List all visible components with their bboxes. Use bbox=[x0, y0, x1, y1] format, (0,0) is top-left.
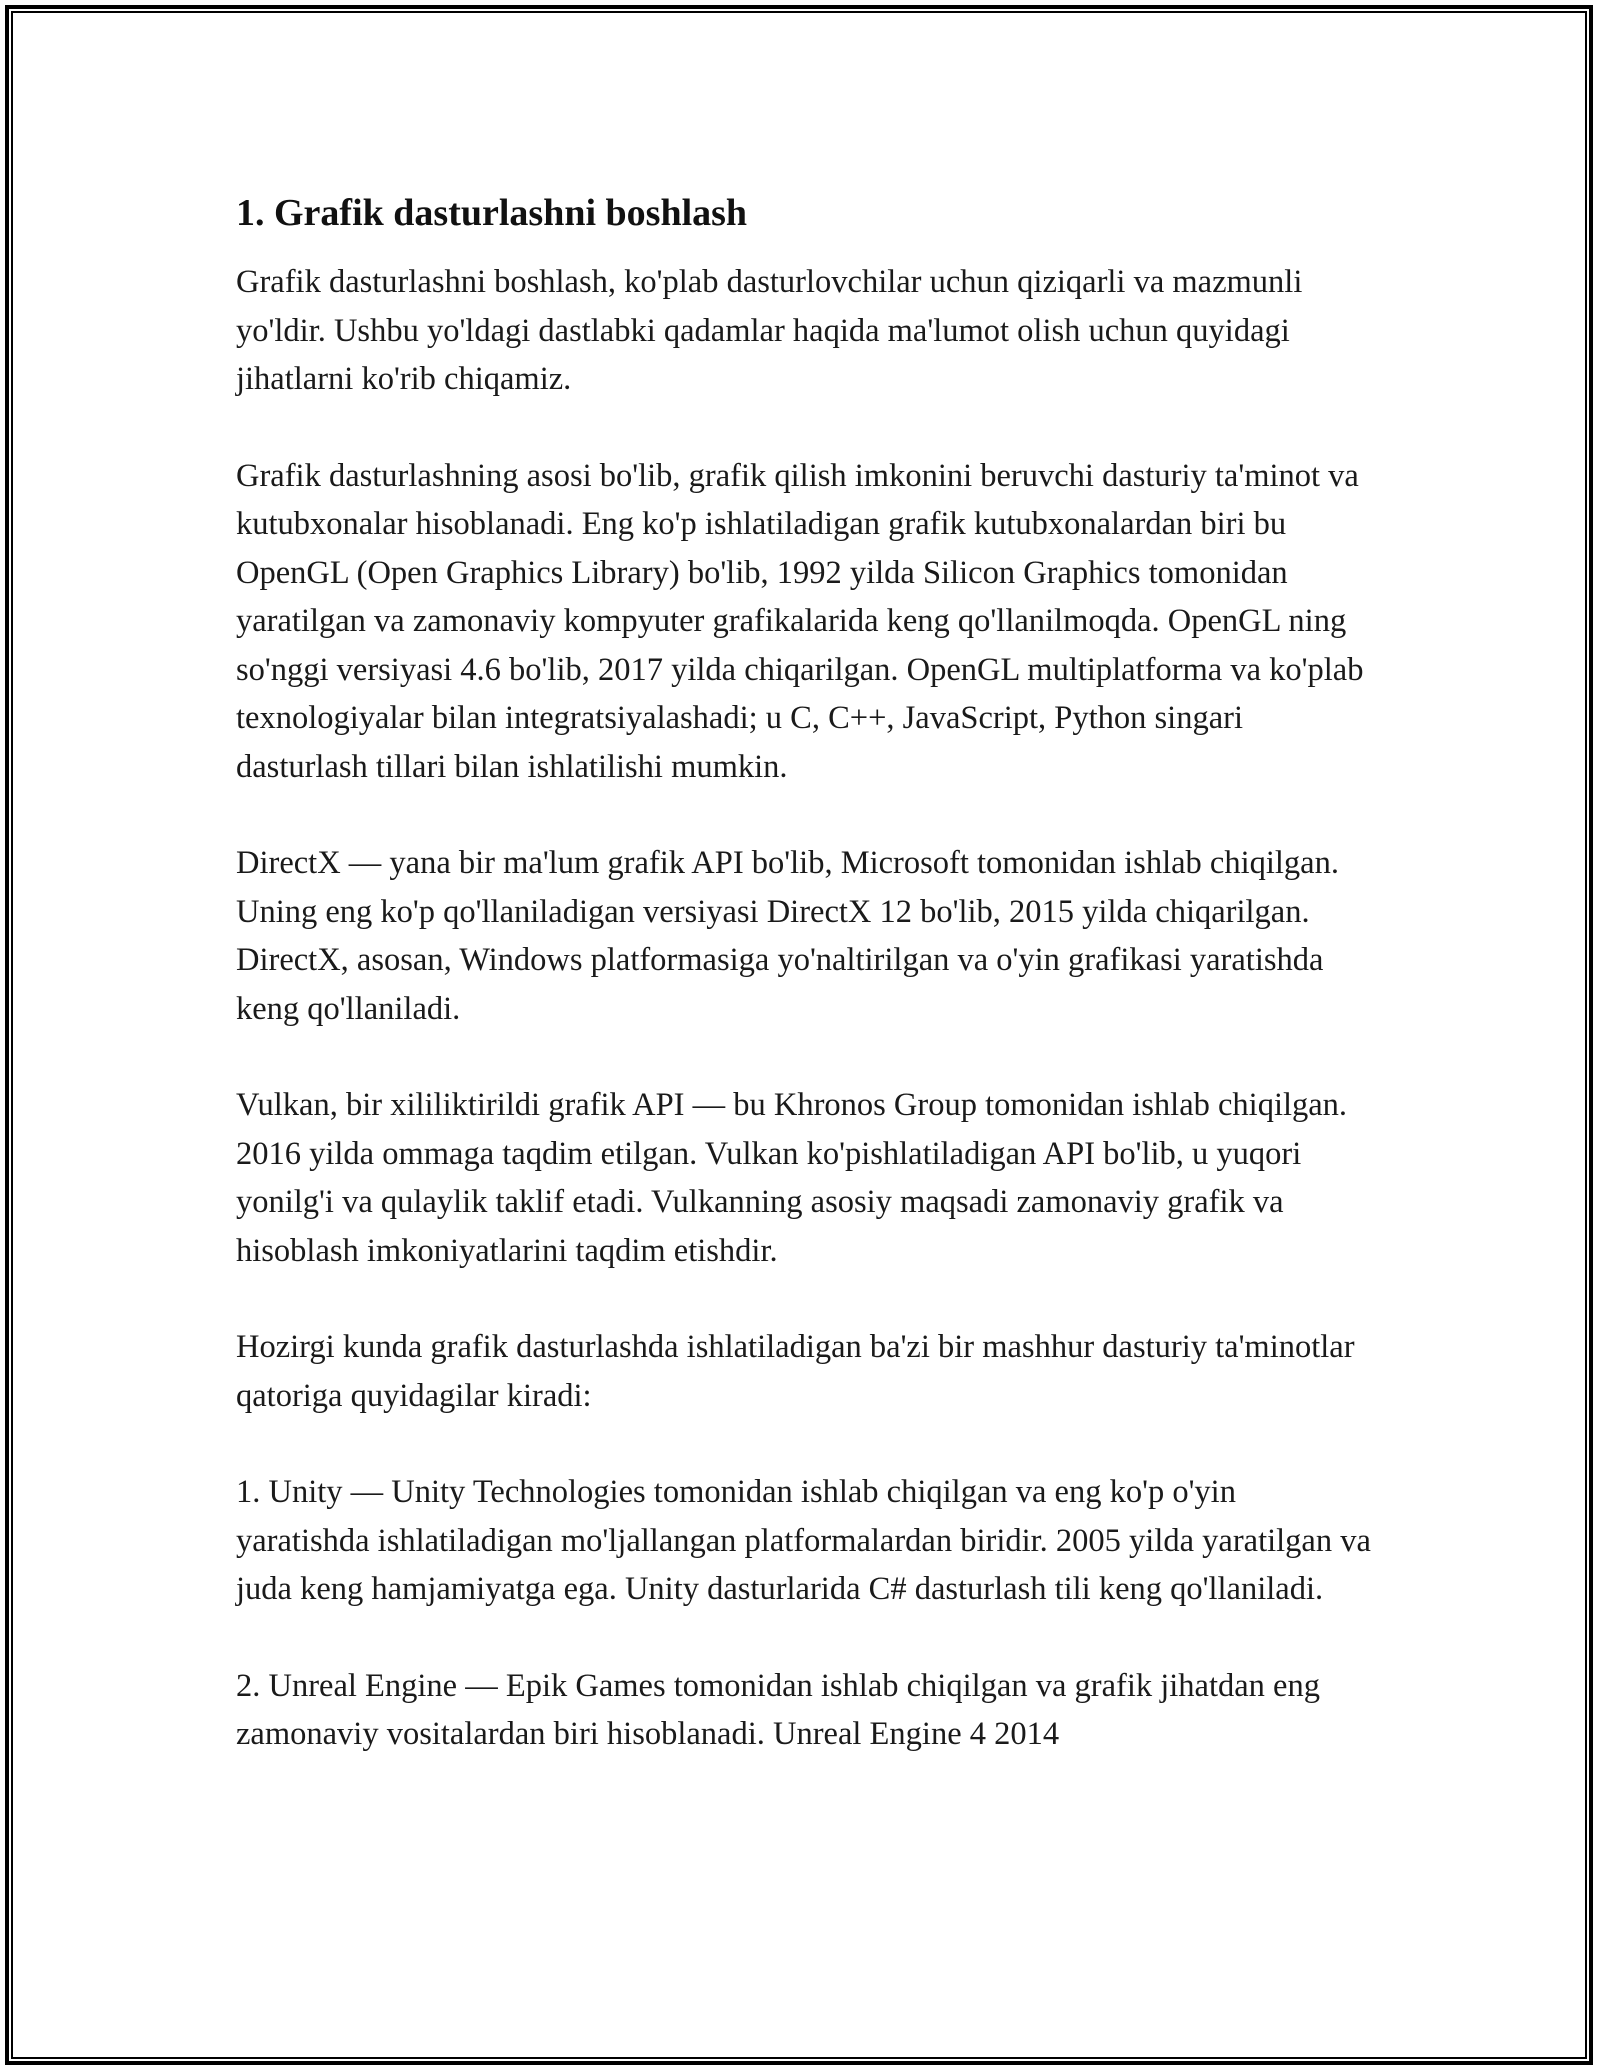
paragraph-vulkan: Vulkan, bir xililiktirildi grafik API — bu Khronos Group tomonidan ishlab chiqilgan. 2016 yilda ommaga taqdim etilgan. Vulkan ko'pishlatiladigan API bo'lib, u yuqori yonilg'i va qulaylik taklif etadi. Vulkanning asosiy maqsadi zamonaviy grafik va hisoblash imkoniyatlarini taqdim etishdir. bbox=[236, 1087, 1348, 1269]
section-heading: 1. Grafik dasturlashni boshlash bbox=[236, 192, 748, 234]
paragraph-intro: Grafik dasturlashni boshlash, ko'plab dasturlovchilar uchun qiziqarli va mazmunli yo'ldir. Ushbu yo'ldagi dastlabki qadamlar haqida ma'lumot olish uchun quyidagi jihatlarni ko'rib chiqamiz. bbox=[236, 264, 1303, 397]
paragraph-directx: DirectX — yana bir ma'lum grafik API bo'lib, Microsoft tomonidan ishlab chiqilgan. Uning eng ko'p qo'llaniladigan versiyasi DirectX 12 bo'lib, 2015 yilda chiqarilgan. DirectX, asosan, Windows platformasiga yo'naltirilgan va o'yin grafikasi yaratishda keng qo'llaniladi. bbox=[236, 845, 1339, 1027]
paragraph-software-intro: Hozirgi kunda grafik dasturlashda ishlatiladigan ba'zi bir mashhur dasturiy ta'minotlar qatoriga quyidagilar kiradi: bbox=[236, 1329, 1355, 1414]
paragraph-opengl: Grafik dasturlashning asosi bo'lib, grafik qilish imkonini beruvchi dasturiy ta'minot va kutubxonalar hisoblanadi. Eng ko'p ishlatiladigan grafik kutubxonalardan biri bu OpenGL (Open Graphics Library) bo'lib, 1992 yilda Silicon Graphics tomonidan yaratilgan va zamonaviy kompyuter grafikalarida keng qo'llanilmoqda. OpenGL ning so'nggi versiyasi 4.6 bo'lib, 2017 yilda chiqarilgan. OpenGL multiplatforma va ko'plab texnologiyalar bilan integratsiyalashadi; u C, C++, JavaScript, Python singari dasturlash tillari bilan ishlatilishi mumkin. bbox=[236, 457, 1364, 785]
list-item-unity: 1. Unity — Unity Technologies tomonidan ishlab chiqilgan va eng ko'p o'yin yaratishda ishlatiladigan mo'ljallangan platformalardan biridir. 2005 yilda yaratilgan va juda keng hamjamiyatga ega. Unity dasturlarida C# dasturlash tili keng qo'llaniladi. bbox=[236, 1474, 1371, 1607]
list-item-unreal: 2. Unreal Engine — Epik Games tomonidan ishlab chiqilgan va grafik jihatdan eng zamonaviy vositalardan biri hisoblanadi. Unreal Engine 4 2014 bbox=[236, 1667, 1320, 1752]
document-body bbox=[236, 186, 1376, 1807]
